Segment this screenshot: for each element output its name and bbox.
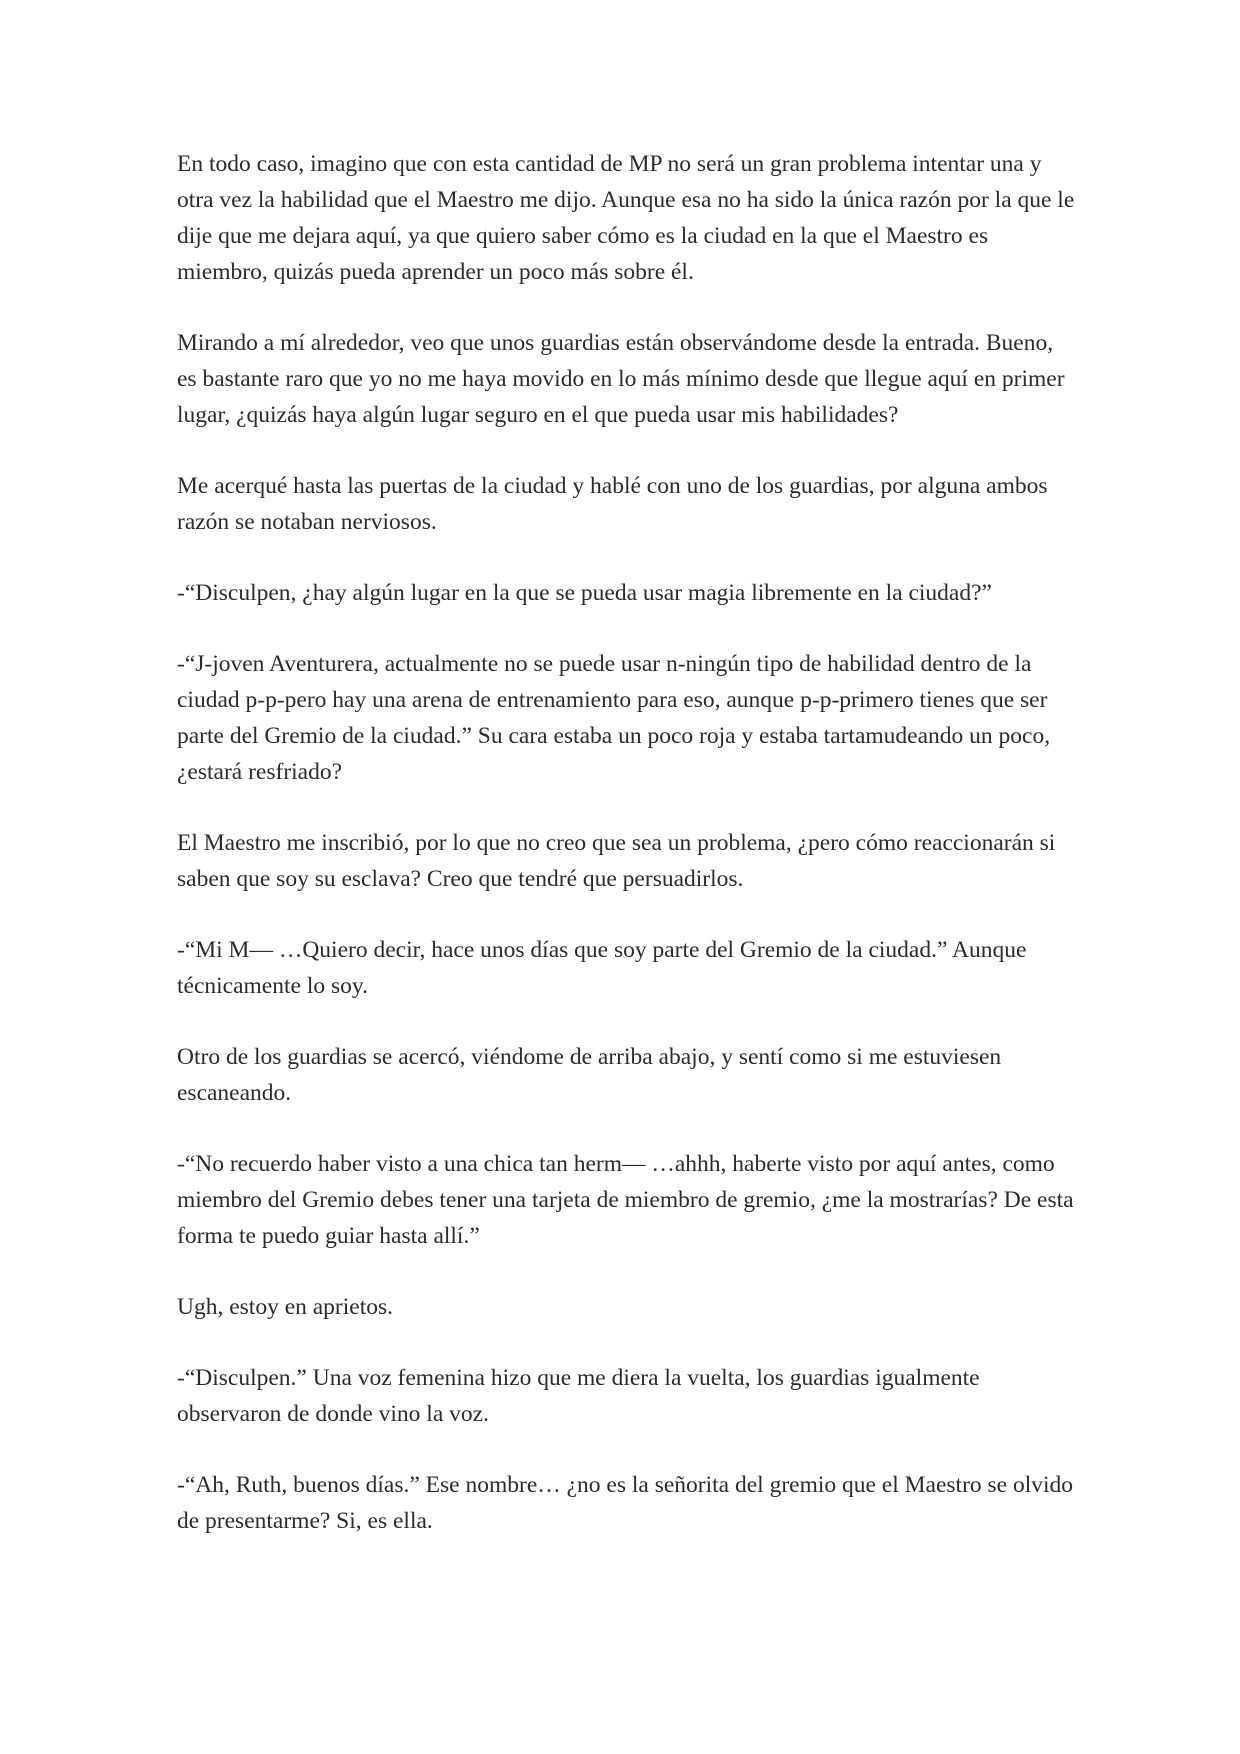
paragraph-11: -“Disculpen.” Una voz femenina hizo que me diera la vuelta, los guardias igualmente observaron de donde vino la voz. xyxy=(177,1365,980,1427)
paragraph-8: Otro de los guardias se acercó, viéndome de arriba abajo, y sentí como si me estuviesen escaneando. xyxy=(177,1044,1002,1106)
paragraph-1: En todo caso, imagino que con esta cantidad de MP no será un gran problema intentar una y otra vez la habilidad que el Maestro me dijo. Aunque esa no ha sido la única razón por la que le dije que me dejara aquí, ya que quiero saber cómo es la ciudad en la que el Maestro es miembro, quizás pueda aprender un poco más sobre él. xyxy=(177,151,1075,285)
paragraph-7: -“Mi M— …Quiero decir, hace unos días que soy parte del Gremio de la ciudad.” Aunque técnicamente lo soy. xyxy=(177,937,1027,999)
paragraph-2: Mirando a mí alrededor, veo que unos guardias están observándome desde la entrada. Bueno, es bastante raro que yo no me haya movido en lo más mínimo desde que llegue aquí en primer lugar, ¿quizás haya algún lugar seguro en el que pueda usar mis habilidades? xyxy=(177,330,1065,428)
paragraph-9: -“No recuerdo haber visto a una chica tan herm— …ahhh, haberte visto por aquí antes, como miembro del Gremio debes tener una tarjeta de miembro de gremio, ¿me la mostrarías? De esta forma te puedo guiar hasta allí.” xyxy=(177,1151,1074,1249)
paragraph-6: El Maestro me inscribió, por lo que no creo que sea un problema, ¿pero cómo reaccionarán si saben que soy su esclava? Creo que tendré que persuadirlos. xyxy=(177,830,1056,892)
paragraph-10: Ugh, estoy en aprietos. xyxy=(177,1294,394,1320)
paragraph-4: -“Disculpen, ¿hay algún lugar en la que se pueda usar magia libremente en la ciudad?” xyxy=(177,580,992,606)
body-text xyxy=(177,146,1077,1574)
paragraph-3: Me acerqué hasta las puertas de la ciudad y hablé con uno de los guardias, por alguna ambos razón se notaban nerviosos. xyxy=(177,473,1048,535)
paragraph-5: -“J-joven Aventurera, actualmente no se puede usar n-ningún tipo de habilidad dentro de la ciudad p-p-pero hay una arena de entrenamiento para eso, aunque p-p-primero tienes que ser parte del Gremio de la ciudad.” Su cara estaba un poco roja y estaba tartamudeando un poco, ¿estará resfriado? xyxy=(177,651,1051,785)
paragraph-12: -“Ah, Ruth, buenos días.” Ese nombre… ¿no es la señorita del gremio que el Maestro se olvido de presentarme? Si, es ella. xyxy=(177,1472,1074,1534)
